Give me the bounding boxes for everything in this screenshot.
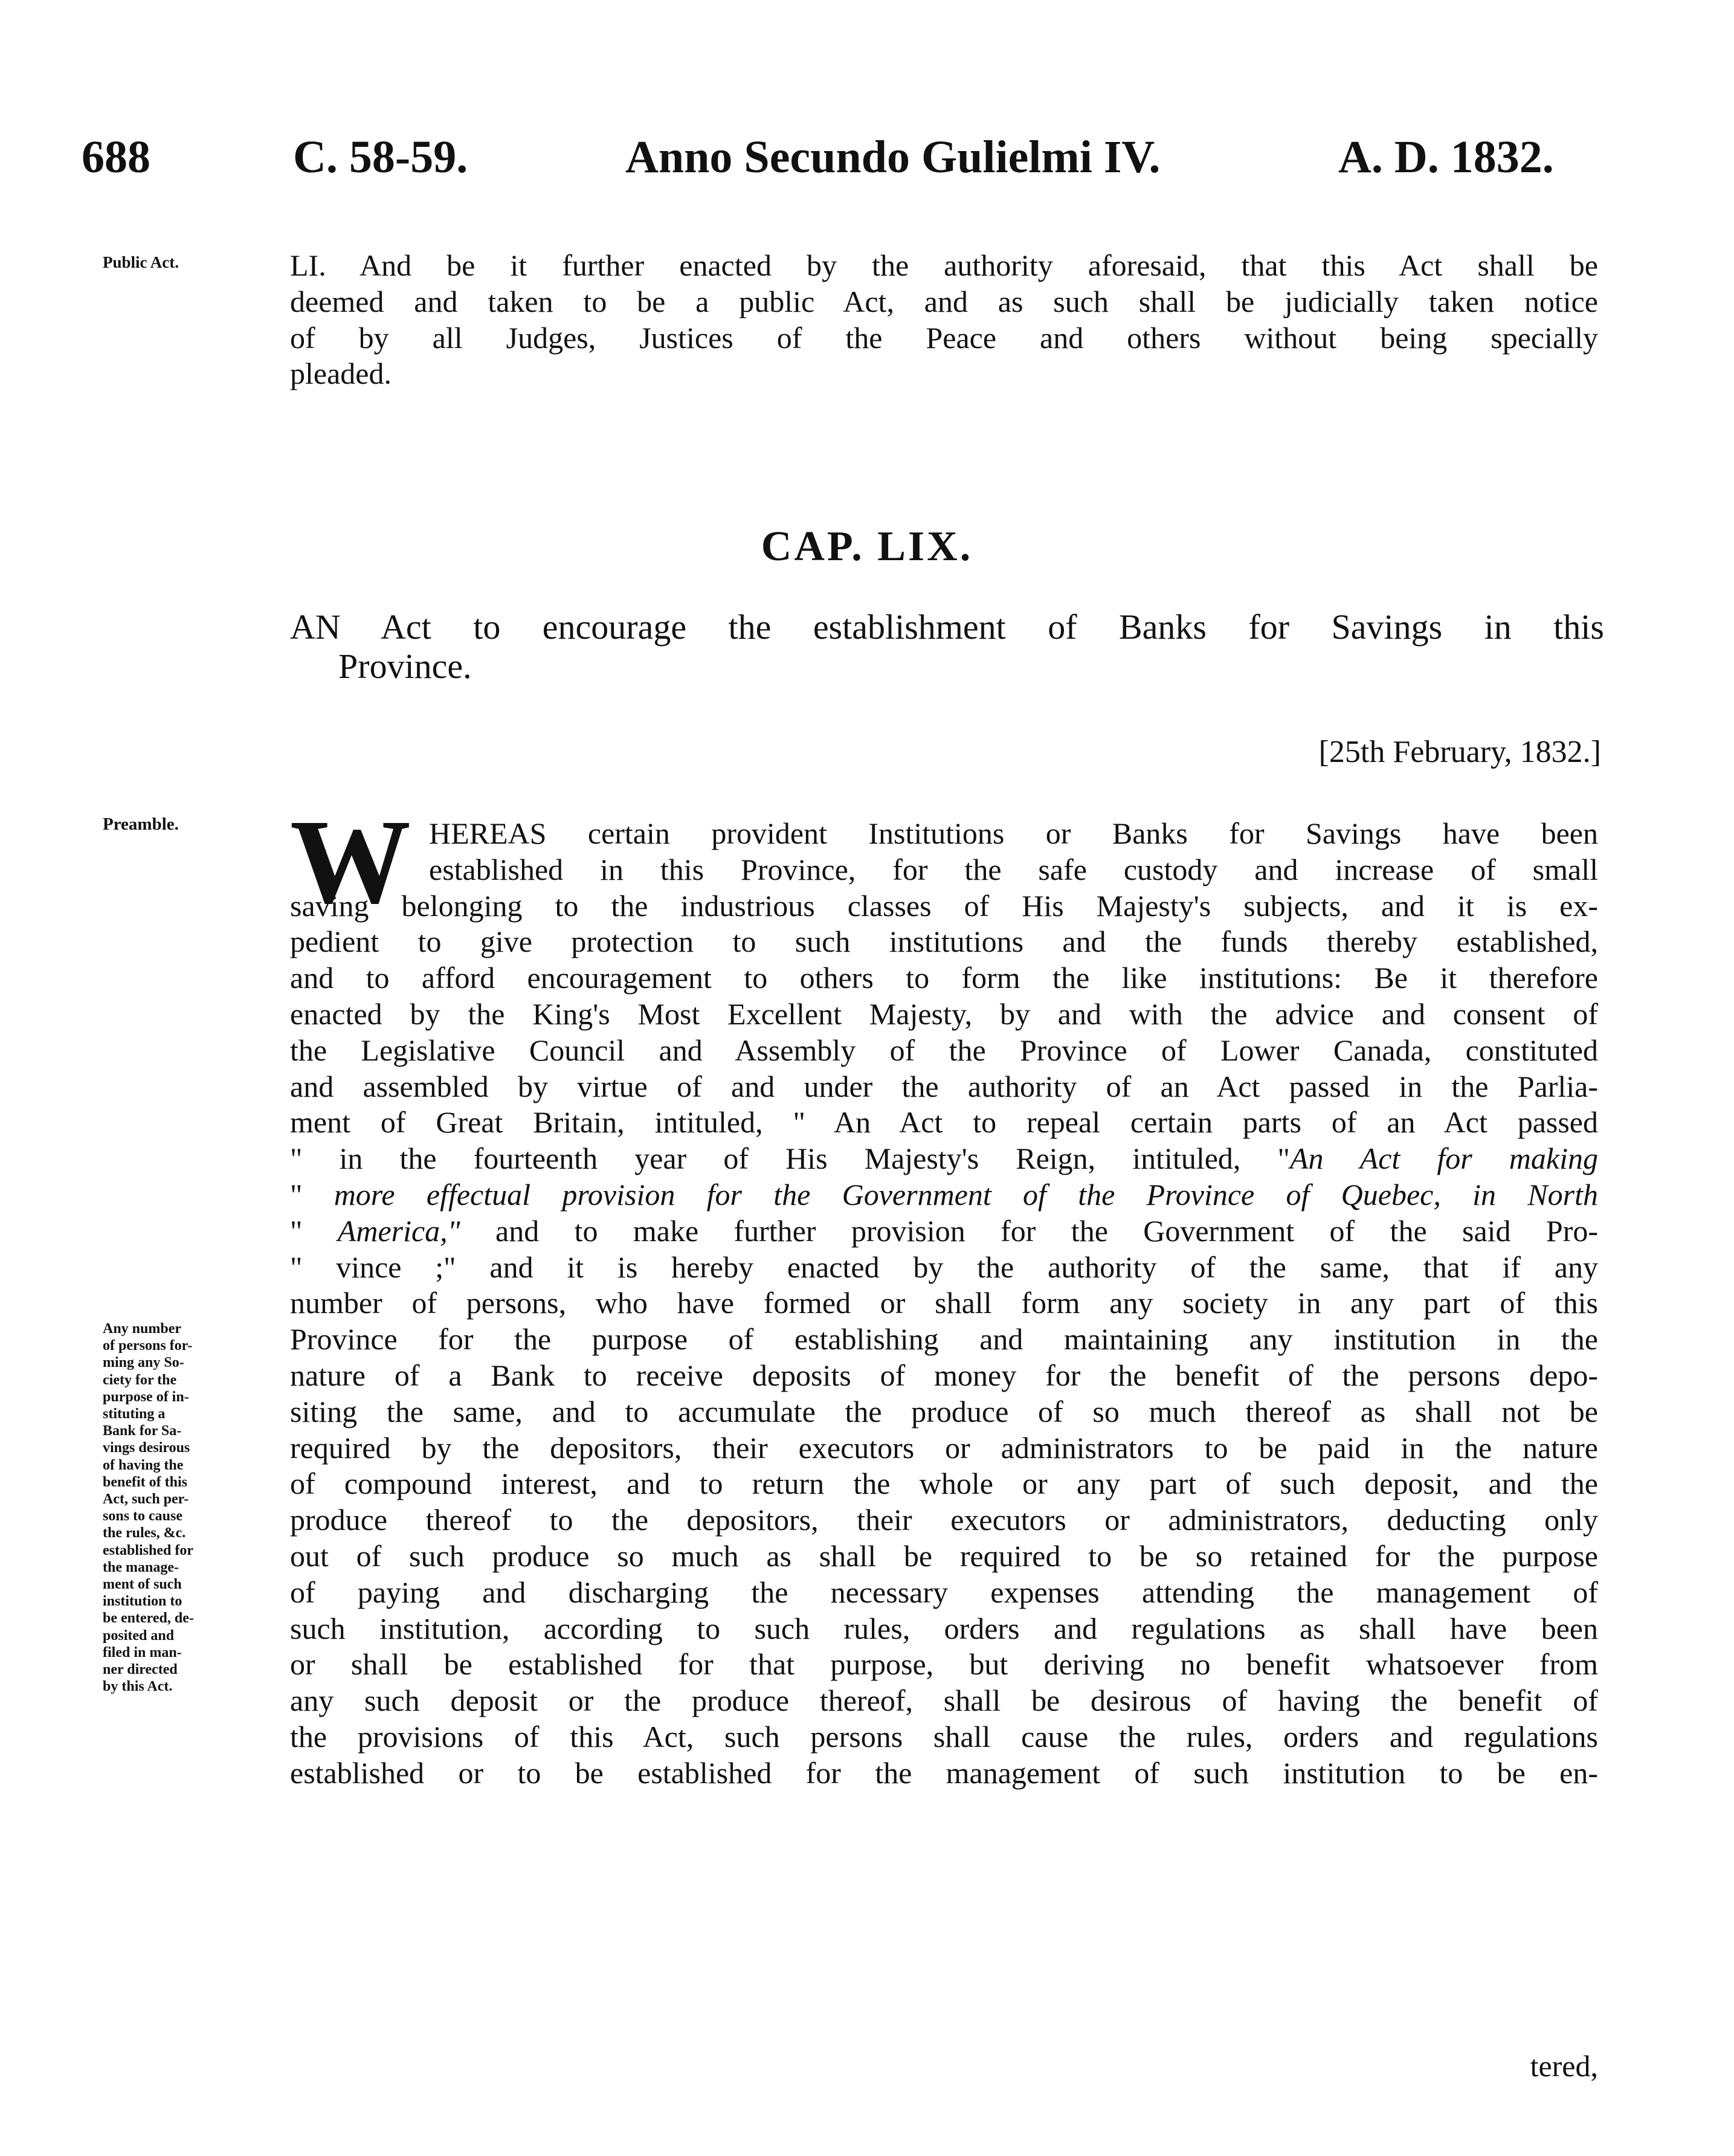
text-line [290,1141,1598,1177]
text-line: such institution, according to such rules, orders and regulations as shall have been [290,1611,1598,1645]
text-line: pedient to give protection to such institutions and the funds thereby established, [290,925,1598,959]
margin-note-line: by this Act. [103,1679,173,1695]
page-number: 688 [82,132,150,182]
margin-note-line: sons to cause [103,1508,183,1525]
margin-note-line: Any number [103,1321,182,1337]
margin-note-any-number [103,1320,278,1695]
text-line: ment of Great Britain, intituled, " An Act to repeal certain parts of an Act passed [290,1105,1598,1140]
act-title-line: Province. [338,647,472,686]
margin-note-preamble: Preamble. [103,815,179,834]
margin-note-line: benefit of this [103,1474,187,1490]
drop-cap: W [290,795,411,929]
text-line: established or to be established for the management of such institution to be en- [290,1755,1598,1790]
margin-note-line: vings desirous [103,1440,190,1456]
margin-note-line: established for [103,1542,193,1558]
header-year: A. D. 1832. [1338,132,1554,182]
text-line: established in this Province, for the safe custody and increase of small [429,852,1598,886]
text-run: and to make further provision for the Government of the said Pro- [460,1213,1599,1248]
margin-note-line: ciety for the [103,1372,177,1388]
text-line: " vince ;" and it is hereby enacted by the authority of the same, that if any [290,1250,1598,1284]
margin-note-public-act: Public Act. [103,253,179,271]
margin-note-line: ming any So- [103,1355,184,1371]
margin-note-line: institution to [103,1593,182,1610]
catchword: tered, [1530,2049,1598,2083]
text-line: out of such produce so much as shall be required to be so retained for the purpose [290,1538,1598,1573]
text-line: number of persons, who have formed or shall form any society in any part of this [290,1286,1598,1320]
regnal-title: Anno Secundo Gulielmi IV. [625,132,1161,182]
text-line [290,1213,1598,1250]
text-line: pleaded. [290,357,392,391]
chapter-reference: C. 58-59. [293,132,468,182]
text-line: of by all Judges, Justices of the Peace and others without being specially [290,320,1598,355]
text-line [290,1177,1598,1213]
margin-note-line: ner directed [103,1662,178,1678]
text-line: deemed and taken to be a public Act, and as such shall be judicially taken notice [290,284,1598,318]
margin-note-line: posited and [103,1627,175,1644]
text-run: " [290,1213,303,1248]
margin-note-line: be entered, de- [103,1610,194,1627]
margin-note-line: Bank for Sa- [103,1423,182,1439]
text-line: the provisions of this Act, such persons shall cause the rules, orders and regulations [290,1719,1598,1754]
text-line: any such deposit or the produce thereof, shall be desirous of having the benefit of [290,1683,1598,1718]
text-line: of paying and discharging the necessary expenses attending the management of [290,1575,1598,1609]
act-title [290,607,1604,686]
text-line: and to afford encouragement to others to form the like institutions: Be it therefore [290,961,1598,995]
italic-run: An Act for making [1289,1141,1598,1176]
margin-note-line: of having the [103,1457,184,1473]
enactment-date: [25th February, 1832.] [1318,735,1601,769]
text-line: the Legislative Council and Assembly of the Province of Lower Canada, constituted [290,1033,1598,1067]
text-line: HEREAS certain provident Institutions or Banks for Savings have been [429,816,1598,850]
text-line: and assembled by virtue of and under the authority of an Act passed in the Parlia- [290,1069,1598,1103]
act-title-line: AN Act to encourage the establishment of Banks for Savings in this [290,607,1604,647]
margin-note-line: of persons for- [103,1338,193,1354]
text-line: siting the same, and to accumulate the produce of so much thereof as shall not be [290,1394,1598,1428]
text-line: nature of a Bank to receive deposits of money for the benefit of the persons depo- [290,1358,1598,1392]
text-line: LI. And be it further enacted by the authority aforesaid, that this Act shall be [290,248,1598,282]
text-line: of compound interest, and to return the whole or any part of such deposit, and the [290,1467,1598,1501]
margin-note-line: ment of such [103,1577,182,1593]
margin-note-line: filed in man- [103,1644,182,1661]
section-li [290,248,1598,392]
running-header [82,130,1616,184]
text-line: enacted by the King's Most Excellent Majesty, by and with the advice and consent of [290,996,1598,1031]
text-line: produce thereof to the depositors, their executors or administrators, deducting only [290,1503,1598,1537]
margin-note-line: the rules, &c. [103,1525,186,1541]
margin-note-line: the manage- [103,1559,179,1575]
italic-run: more effectual provision for the Government of the Province of Quebec, in North [334,1177,1598,1212]
margin-note-line: Act, such per- [103,1491,189,1508]
margin-note-line: stituting a [103,1406,166,1422]
text-run: " in the fourteenth year of His Majesty's Reign, intituled, " [290,1141,1290,1176]
preamble-text [290,816,1598,1792]
margin-note-line: purpose of in- [103,1389,189,1405]
text-line: or shall be established for that purpose, but deriving no benefit whatsoever from [290,1647,1598,1682]
text-line: saving belonging to the industrious classes of His Majesty's subjects, and it is ex- [290,888,1598,923]
text-line: required by the depositors, their executors or administrators to be paid in the nature [290,1430,1598,1465]
chapter-heading: CAP. LIX. [761,523,973,570]
italic-run: America," [337,1213,460,1248]
text-run: " [290,1177,303,1212]
text-line: Province for the purpose of establishing and maintaining any institution in the [290,1322,1598,1357]
